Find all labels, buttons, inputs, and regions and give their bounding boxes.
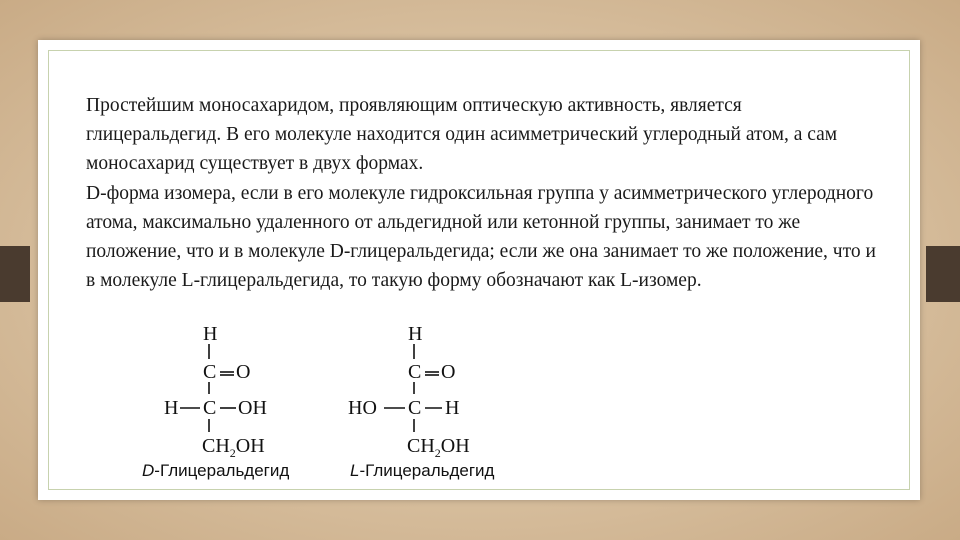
d-caption: D-Глицеральдегид bbox=[142, 461, 290, 480]
l-c1-oxygen: O bbox=[441, 361, 456, 383]
glyceraldehyde-structures bbox=[140, 322, 540, 482]
d-top-h: H bbox=[203, 323, 218, 345]
l-right-h: H bbox=[445, 397, 460, 419]
d-c1-oxygen: O bbox=[236, 361, 251, 383]
l-c1: C bbox=[408, 361, 422, 383]
right-side-bar bbox=[926, 246, 960, 302]
structures-svg bbox=[140, 322, 540, 482]
d-left-h: H bbox=[164, 397, 179, 419]
paragraph-definition: D-форма изомера, если в его молекуле гидроксильная группа у асимметрического углеродного атома, максимально удаленного от альдегидной или кетонной группы, занимает то же положение, что и в молекуле D-глицеральдегида; если же она занимает то же положение, что и в молекуле L-глицеральдегида, то такую форму обозначают как L-изомер. bbox=[86, 182, 876, 292]
l-center-c: C bbox=[408, 397, 422, 419]
d-c1: C bbox=[203, 361, 217, 383]
d-glyceraldehyde-formula bbox=[142, 323, 289, 480]
slide bbox=[38, 40, 920, 500]
l-left-ho: HO bbox=[348, 397, 377, 419]
d-right-oh: OH bbox=[238, 397, 267, 419]
l-top-h: H bbox=[408, 323, 423, 345]
l-glyceraldehyde-formula bbox=[348, 323, 495, 480]
l-ch2oh: $CH_2OH$ bbox=[407, 435, 470, 460]
paragraph-intro: Простейшим моносахаридом, проявляющим оптическую активность, является глицеральдегид. В его молекуле находится один асимметрический углеродный атом, а сам моносахарид существует в двух формах. bbox=[86, 95, 838, 175]
l-caption: L-Глицеральдегид bbox=[350, 461, 495, 480]
left-side-bar bbox=[0, 246, 30, 302]
d-ch2oh: $CH_2OH$ bbox=[202, 435, 265, 460]
d-center-c: C bbox=[203, 397, 217, 419]
body-text bbox=[86, 91, 876, 295]
